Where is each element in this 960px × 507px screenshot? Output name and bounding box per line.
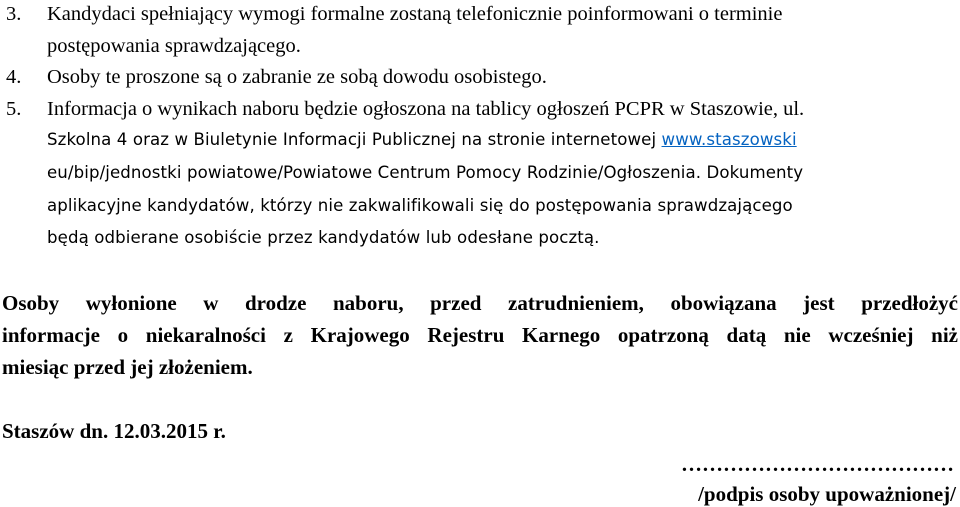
- item-5-line-2-text: Szkolna 4 oraz w Biuletynie Informacji Publicznej na stronie internetowej: [47, 130, 662, 149]
- list-number-3: 3.: [6, 3, 22, 25]
- notice-line-2: informacje o niekaralności z Krajowego Rejestru Karnego opatrzoną datą nie wcześniej niż: [2, 325, 958, 347]
- list-number-4: 4.: [6, 66, 22, 88]
- item-4-line-1: Osoby te proszone są o zabranie ze sobą dowodu osobistego.: [47, 66, 547, 88]
- item-5-line-3: eu/bip/jednostki powiatowe/Powiatowe Centrum Pomocy Rodzinie/Ogłoszenia. Dokumenty: [47, 163, 804, 182]
- item-3-line-2: postępowania sprawdzającego.: [47, 35, 301, 57]
- item-3-line-1: Kandydaci spełniający wymogi formalne zostaną telefonicznie poinformowani o terminie: [47, 3, 783, 25]
- signature-dots: …………………………………: [681, 452, 954, 476]
- item-5-line-5: będą odbierane osobiście przez kandydatów lub odesłane pocztą.: [47, 228, 600, 247]
- notice-line-1: Osoby wyłonione w drodze naboru, przed zatrudnieniem, obowiązana jest przedłożyć: [2, 293, 958, 315]
- item-5-line-1: Informacja o wynikach naboru będzie ogłoszona na tablicy ogłoszeń PCPR w Staszowie, ul.: [47, 98, 805, 120]
- item-5-line-2: [47, 132, 797, 149]
- list-number-5: 5.: [6, 98, 22, 120]
- notice-line-3: miesiąc przed jej złożeniem.: [2, 355, 253, 379]
- place-date: Staszów dn. 12.03.2015 r.: [2, 419, 226, 443]
- item-5-line-4: aplikacyjne kandydatów, którzy nie zakwalifikowali się do postępowania sprawdzającego: [47, 196, 793, 215]
- signature-caption: /podpis osoby upoważnionej/: [698, 482, 956, 506]
- bip-website-link[interactable]: www.staszowski: [661, 130, 797, 149]
